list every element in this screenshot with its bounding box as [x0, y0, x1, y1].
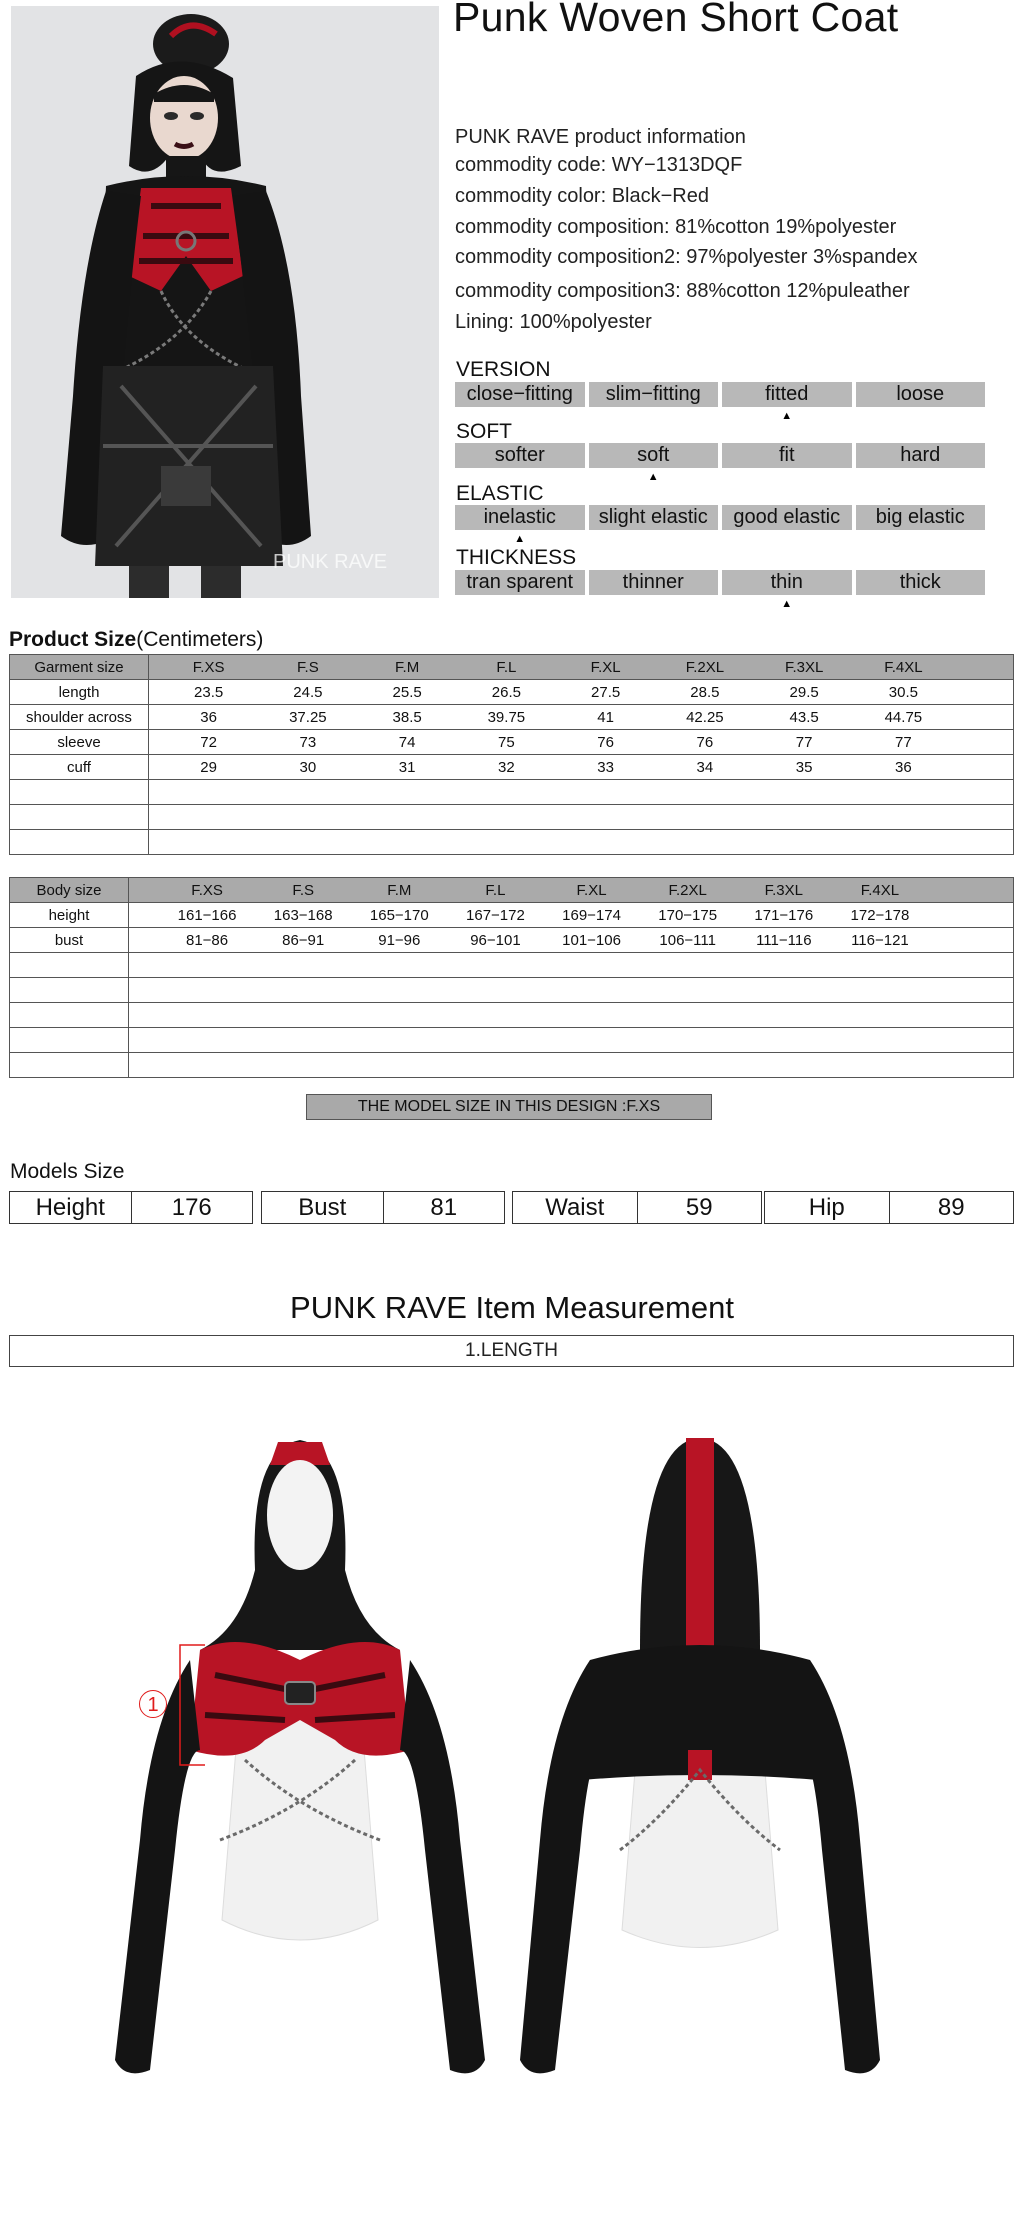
table-cell: 43.5: [755, 705, 854, 730]
table-cell: 170−175: [640, 903, 736, 928]
thickness-option: thinner: [589, 570, 719, 595]
model-measure-label: Hip: [765, 1192, 890, 1223]
measurement-label: 1.LENGTH: [9, 1335, 1014, 1367]
table-cell: 161−166: [159, 903, 255, 928]
body-size-table: [9, 877, 1014, 1078]
size-column-header: F.XL: [556, 655, 655, 680]
table-cell: 75: [457, 730, 556, 755]
product-info-heading: PUNK RAVE product information: [455, 126, 746, 148]
table-cell: 86−91: [255, 928, 351, 953]
thickness-heading: THICKNESS: [456, 546, 577, 569]
soft-scale: [455, 443, 985, 483]
table-row: [10, 705, 1014, 730]
size-column-header: F.4XL: [854, 655, 953, 680]
size-column-header: F.4XL: [832, 878, 928, 903]
garment-front-view: [115, 1440, 485, 2073]
table-cell: 76: [556, 730, 655, 755]
commodity-composition: commodity composition: 81%cotton 19%polyester: [455, 216, 897, 238]
table-cell: 116−121: [832, 928, 928, 953]
table-cell: 44.75: [854, 705, 953, 730]
row-label: length: [10, 680, 149, 705]
model-measure-hip: [764, 1191, 1014, 1224]
commodity-composition3: commodity composition3: 88%cotton 12%puleather: [455, 280, 910, 302]
table-cell: 42.25: [655, 705, 754, 730]
thickness-scale: [455, 570, 985, 610]
table-cell: 36: [854, 755, 953, 780]
table-cell: 165−170: [351, 903, 447, 928]
table-cell: 26.5: [457, 680, 556, 705]
commodity-composition2: commodity composition2: 97%polyester 3%spandex: [455, 246, 918, 268]
selected-marker-icon: ▲: [781, 410, 793, 422]
table-cell: 171−176: [736, 903, 832, 928]
table-row: [10, 903, 1014, 928]
row-label: sleeve: [10, 730, 149, 755]
empty-row: [10, 780, 1014, 805]
commodity-color: commodity color: Black−Red: [455, 185, 709, 207]
version-option: loose: [856, 382, 986, 407]
row-label: height: [10, 903, 129, 928]
model-measure-value: 176: [171, 1194, 212, 1221]
table-cell: 30.5: [854, 680, 953, 705]
empty-row: [10, 978, 1014, 1003]
table-cell: 36: [159, 705, 258, 730]
table-cell: 31: [358, 755, 457, 780]
empty-row: [10, 1053, 1014, 1078]
size-column-header: F.S: [258, 655, 357, 680]
garment-back-view: [520, 1438, 880, 2073]
elastic-option: inelastic ▲: [455, 505, 585, 530]
table-cell: 81−86: [159, 928, 255, 953]
table-cell: 91−96: [351, 928, 447, 953]
commodity-code: commodity code: WY−1313DQF: [455, 154, 743, 176]
version-scale: [455, 382, 985, 422]
product-title: Punk Woven Short Coat: [453, 0, 899, 40]
table-cell: 35: [755, 755, 854, 780]
table-cell: 39.75: [457, 705, 556, 730]
table-cell: 27.5: [556, 680, 655, 705]
size-column-header: F.3XL: [736, 878, 832, 903]
size-column-header: F.L: [457, 655, 556, 680]
photo-watermark: PUNK RAVE: [273, 551, 388, 573]
table-row: [10, 680, 1014, 705]
soft-option: softer: [455, 443, 585, 468]
table-cell: 96−101: [447, 928, 543, 953]
table-cell: 37.25: [258, 705, 357, 730]
version-heading: VERSION: [456, 358, 551, 381]
table-cell: 72: [159, 730, 258, 755]
table-cell: 73: [258, 730, 357, 755]
empty-row: [10, 805, 1014, 830]
table-cell: 32: [457, 755, 556, 780]
elastic-option: good elastic: [722, 505, 852, 530]
row-label: cuff: [10, 755, 149, 780]
table-cell: 33: [556, 755, 655, 780]
table-row: [10, 730, 1014, 755]
table-cell: 25.5: [358, 680, 457, 705]
size-column-header: F.L: [447, 878, 543, 903]
table-cell: 29: [159, 755, 258, 780]
model-measure-value: 89: [937, 1194, 965, 1221]
soft-option: hard: [856, 443, 986, 468]
size-column-header: F.3XL: [755, 655, 854, 680]
model-measure-bust: [261, 1191, 505, 1224]
table-cell: 111−116: [736, 928, 832, 953]
table-cell: 29.5: [755, 680, 854, 705]
table-cell: 38.5: [358, 705, 457, 730]
selected-marker-icon: ▲: [781, 598, 793, 610]
garment-size-table: [9, 654, 1014, 855]
table-cell: 163−168: [255, 903, 351, 928]
empty-row: [10, 1003, 1014, 1028]
selected-marker-icon: ▲: [514, 533, 526, 545]
row-label: bust: [10, 928, 129, 953]
table-cell: 30: [258, 755, 357, 780]
product-model-photo: [11, 6, 439, 598]
thickness-option: thin ▲: [722, 570, 852, 595]
empty-row: [10, 1028, 1014, 1053]
model-measure-height: [9, 1191, 253, 1224]
product-size-title: Product Size: [9, 628, 137, 651]
elastic-option: big elastic: [856, 505, 986, 530]
thickness-option: thick: [856, 570, 986, 595]
table-cell: 24.5: [258, 680, 357, 705]
version-option: close−fitting: [455, 382, 585, 407]
size-column-header: F.2XL: [655, 655, 754, 680]
version-option: fitted ▲: [722, 382, 852, 407]
table-cell: 41: [556, 705, 655, 730]
size-column-header: F.XS: [159, 878, 255, 903]
elastic-option: slight elastic: [589, 505, 719, 530]
version-option: slim−fitting: [589, 382, 719, 407]
product-size-unit: (Centimeters): [136, 628, 264, 651]
models-size-heading: Models Size: [10, 1160, 125, 1183]
soft-heading: SOFT: [456, 420, 512, 443]
size-column-header: F.S: [255, 878, 351, 903]
model-measure-label: Waist: [513, 1192, 638, 1223]
table-row: [10, 755, 1014, 780]
table-cell: 169−174: [544, 903, 640, 928]
empty-row: [10, 830, 1014, 855]
table-cell: 77: [755, 730, 854, 755]
table-cell: 34: [655, 755, 754, 780]
size-column-header: F.M: [358, 655, 457, 680]
length-marker: 1: [139, 1690, 167, 1718]
table-cell: 167−172: [447, 903, 543, 928]
product-size-heading: [9, 628, 263, 652]
thickness-option: tran sparent: [455, 570, 585, 595]
model-measure-value: 59: [685, 1194, 713, 1221]
model-measure-label: Bust: [262, 1192, 384, 1223]
table-row: [10, 928, 1014, 953]
garment-size-header: Garment size: [10, 655, 149, 680]
size-column-header: F.M: [351, 878, 447, 903]
empty-row: [10, 953, 1014, 978]
soft-option: fit: [722, 443, 852, 468]
selected-marker-icon: ▲: [647, 471, 659, 483]
table-cell: 76: [655, 730, 754, 755]
table-cell: 74: [358, 730, 457, 755]
soft-option: soft ▲: [589, 443, 719, 468]
model-size-note: THE MODEL SIZE IN THIS DESIGN :F.XS: [306, 1094, 712, 1120]
table-cell: 28.5: [655, 680, 754, 705]
table-cell: 106−111: [640, 928, 736, 953]
model-measure-value: 81: [430, 1194, 458, 1221]
table-cell: 101−106: [544, 928, 640, 953]
size-column-header: F.XL: [544, 878, 640, 903]
row-label: shoulder across: [10, 705, 149, 730]
table-cell: 77: [854, 730, 953, 755]
body-size-header: Body size: [10, 878, 129, 903]
table-cell: 172−178: [832, 903, 928, 928]
elastic-scale: [455, 505, 985, 545]
model-measure-waist: [512, 1191, 762, 1224]
elastic-heading: ELASTIC: [456, 482, 544, 505]
measurement-title: PUNK RAVE Item Measurement: [290, 1290, 734, 1325]
size-column-header: F.2XL: [640, 878, 736, 903]
size-column-header: F.XS: [159, 655, 258, 680]
model-measure-label: Height: [10, 1192, 132, 1223]
lining: Lining: 100%polyester: [455, 311, 652, 333]
table-cell: 23.5: [159, 680, 258, 705]
garment-front-back-illustration: [0, 1420, 1024, 2180]
